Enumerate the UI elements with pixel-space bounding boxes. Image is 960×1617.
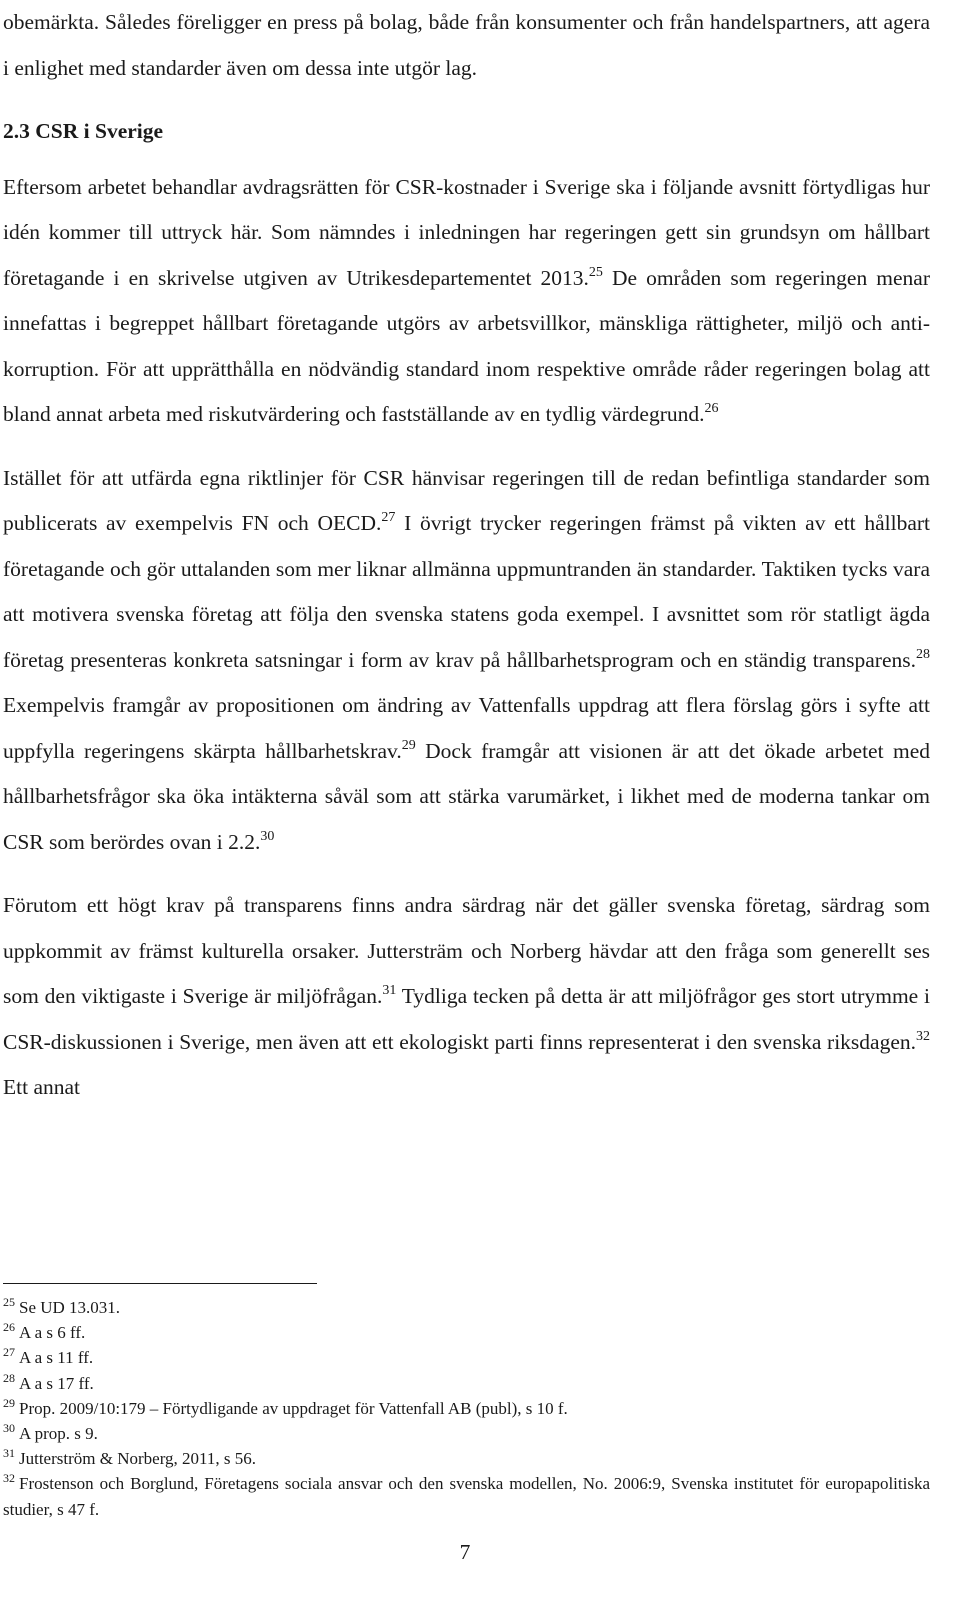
footnote-text: A prop. s 9. <box>19 1424 98 1444</box>
section-heading: 2.3 CSR i Sverige <box>3 119 164 143</box>
footnote-reference: 26 <box>704 401 719 416</box>
footnote-item <box>3 1320 930 1345</box>
footnote-reference: 31 <box>382 983 397 998</box>
body-paragraph-2: Istället för att utfärda egna riktlinjer för CSR hänvisar regeringen till de redan befintliga standarder som publicerats av exempelvis FN och OECD.$^{27}$ I övrigt trycker regeringen främst på vikten av ett hållbart företagande och gör uttalanden som mer liknar allmänna uppmuntranden än standarder. Taktiken tycks vara att motivera svenska företag att följa den svenska statens goda exempel. I avsnittet som rör statligt ägda företag presenteras konkreta satsningar i form av krav på hållbarhetsprogram och en ständig transparens.$^{28}$ Exempelvis framgår av propositionen om ändring av Vattenfalls uppdrag att flera förslag görs i syfte att uppfylla regeringens skärpta hållbarhetskrav.$^{29}$ Dock framgår att visionen är att det ökade arbetet med hållbarhetsfrågor ska öka intäkterna såväl som att stärka varumärket, i likhet med de moderna tankar om CSR som berördes ovan i 2.2.30 <box>3 465 930 854</box>
footnote-reference: 29 <box>401 737 416 753</box>
spacer <box>3 865 930 883</box>
footnote-number: 29 <box>3 1395 15 1410</box>
footnote-reference: 30 <box>260 828 275 844</box>
spacer <box>3 438 930 456</box>
footnote-number: 28 <box>3 1370 15 1385</box>
footnote-number: 26 <box>3 1320 15 1335</box>
footnote-item <box>3 1396 930 1421</box>
footnote-text: Frostenson och Borglund, Företagens sociala ansvar och den svenska modellen, No. 2006:9, Svenska institutet för europapolitiska studier, s 47 f. <box>3 1474 930 1519</box>
document-page <box>3 0 930 1111</box>
footnote-item <box>3 1421 930 1446</box>
footnote-text: A a s 6 ff. <box>19 1323 86 1343</box>
footnote-number: 30 <box>3 1421 15 1436</box>
footnote-text: Jutterström & Norberg, 2011, s 56. <box>19 1449 257 1469</box>
footnote-number: 32 <box>3 1471 15 1486</box>
footnote-number: 31 <box>3 1446 15 1461</box>
footnote-text: A a s 17 ff. <box>19 1373 94 1393</box>
footnote-separator <box>3 1283 317 1284</box>
footnote-number: 27 <box>3 1345 15 1360</box>
footnote-reference: 27 <box>381 510 396 525</box>
footnote-item <box>3 1446 930 1471</box>
footnote-item <box>3 1295 930 1320</box>
footnote-reference: 32 <box>916 1028 930 1044</box>
footnote-reference: 28 <box>916 646 930 662</box>
spacer <box>3 91 930 109</box>
footnote-item <box>3 1471 930 1521</box>
footnote-text: A a s 11 ff. <box>19 1348 94 1368</box>
body-paragraph-1: Eftersom arbetet behandlar avdragsrätten för CSR-kostnader i Sverige ska i följande avsnitt förtydligas hur idén kommer till uttryck här. Som nämndes i inledningen har regeringen gett sin grundsyn om hållbart företagande i en skrivelse utgiven av Utrikesdepartementet 2013.25 De områden som regeringen menar innefattas i begreppet hållbart företagande utgörs av arbetsvillkor, mänskliga rättigheter, miljö och anti-korruption. För att upprätthålla en nödvändig standard inom respektive område råder regeringen bolag att bland annat arbeta med riskutvärdering och fastställande av en tydlig värdegrund.$^{26}$ <box>3 174 930 426</box>
page-number: 7 <box>459 1540 471 1564</box>
footnote-item <box>3 1345 930 1370</box>
footnote-text: Se UD 13.031. <box>19 1298 121 1317</box>
footnote-item <box>3 1371 930 1396</box>
intro-paragraph: obemärkta. Således föreligger en press på bolag, både från konsumenter och från handelspartners, att agera i enlighet med standarder även om dessa inte utgör lag. <box>3 10 930 80</box>
footnotes <box>3 1295 930 1522</box>
footnote-text: Prop. 2009/10:179 – Förtydligande av uppdraget för Vattenfall AB (publ), s 10 f. <box>19 1398 568 1418</box>
body-paragraph-3: Förutom ett högt krav på transparens finns andra särdrag när det gäller svenska företag, särdrag som uppkommit av främst kulturella orsaker. Juttersträm och Norberg hävdar att den fråga som generellt ses som den viktigaste i Sverige är miljöfrågan.$^{31}$ Tydliga tecken på detta är att miljöfrågor ges stort utrymme i CSR-diskussionen i Sverige, men även att ett ekologiskt parti finns representerat i den svenska riksdagen.$^{32}$ Ett annat <box>3 893 930 1099</box>
spacer <box>3 155 930 165</box>
footnote-number: 25 <box>3 1295 15 1309</box>
footnote-reference: 25 <box>588 264 603 280</box>
